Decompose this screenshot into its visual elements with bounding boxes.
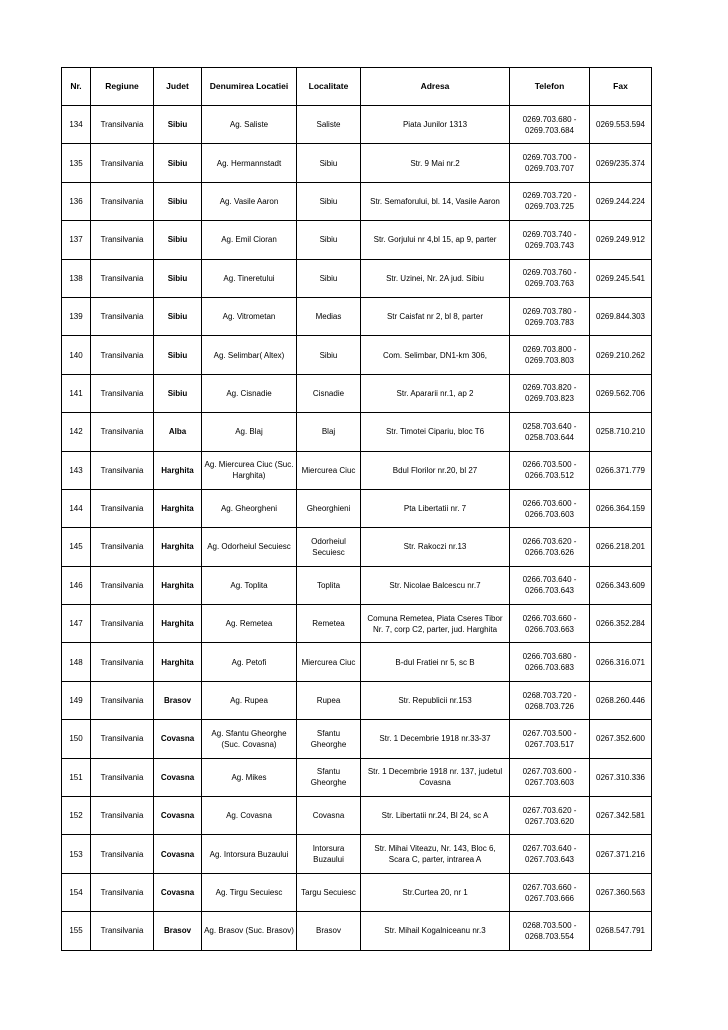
cell-localitate: Miercurea Ciuc [297,643,361,681]
table-row [62,720,652,758]
cell-adresa: Bdul Florilor nr.20, bl 27 [361,451,510,489]
cell-fax: 0266.343.609 [590,566,652,604]
cell-denumirea: Ag. Vasile Aaron [202,182,297,220]
cell-nr: 144 [62,489,91,527]
header-judet: Judet [154,68,202,106]
table-row [62,144,652,182]
cell-denumirea: Ag. Gheorgheni [202,489,297,527]
cell-localitate: Targu Secuiesc [297,873,361,911]
cell-regiune: Transilvania [91,259,154,297]
cell-nr: 138 [62,259,91,297]
cell-nr: 143 [62,451,91,489]
cell-fax: 0266.352.284 [590,605,652,643]
cell-adresa: Str. Libertatii nr.24, Bl 24, sc A [361,797,510,835]
cell-localitate: Sibiu [297,144,361,182]
cell-fax: 0269.844.303 [590,297,652,335]
cell-localitate: Odorheiul Secuiesc [297,528,361,566]
cell-regiune: Transilvania [91,605,154,643]
cell-nr: 141 [62,374,91,412]
cell-judet: Covasna [154,720,202,758]
locations-table [61,67,652,951]
cell-judet: Sibiu [154,221,202,259]
cell-localitate: Sibiu [297,259,361,297]
cell-adresa: Str. Republicii nr.153 [361,681,510,719]
cell-adresa: Str Caisfat nr 2, bl 8, parter [361,297,510,335]
cell-denumirea: Ag. Selimbar( Altex) [202,336,297,374]
cell-denumirea: Ag. Brasov (Suc. Brasov) [202,912,297,950]
cell-adresa: Com. Selimbar, DN1-km 306, [361,336,510,374]
cell-adresa: Str. Apararii nr.1, ap 2 [361,374,510,412]
cell-judet: Brasov [154,912,202,950]
cell-adresa: Str. Mihail Kogalniceanu nr.3 [361,912,510,950]
cell-denumirea: Ag. Tirgu Secuiesc [202,873,297,911]
cell-denumirea: Ag. Mikes [202,758,297,796]
cell-telefon: 0269.703.680 - 0269.703.684 [510,106,590,144]
cell-nr: 137 [62,221,91,259]
cell-regiune: Transilvania [91,720,154,758]
cell-fax: 0267.342.581 [590,797,652,835]
cell-telefon: 0268.703.720 - 0268.703.726 [510,681,590,719]
header-nr: Nr. [62,68,91,106]
table-row [62,413,652,451]
cell-telefon: 0266.703.620 - 0266.703.626 [510,528,590,566]
cell-adresa: Str. Rakoczi nr.13 [361,528,510,566]
cell-adresa: Str. 9 Mai nr.2 [361,144,510,182]
cell-telefon: 0266.703.640 - 0266.703.643 [510,566,590,604]
cell-telefon: 0269.703.760 - 0269.703.763 [510,259,590,297]
header-regiune: Regiune [91,68,154,106]
cell-nr: 142 [62,413,91,451]
cell-judet: Brasov [154,681,202,719]
cell-telefon: 0268.703.500 - 0268.703.554 [510,912,590,950]
cell-telefon: 0267.703.640 - 0267.703.643 [510,835,590,873]
cell-telefon: 0266.703.660 - 0266.703.663 [510,605,590,643]
cell-regiune: Transilvania [91,297,154,335]
table-row [62,106,652,144]
cell-fax: 0269.553.594 [590,106,652,144]
cell-fax: 0267.310.336 [590,758,652,796]
cell-adresa: Str.Curtea 20, nr 1 [361,873,510,911]
cell-denumirea: Ag. Rupea [202,681,297,719]
cell-telefon: 0269.703.820 - 0269.703.823 [510,374,590,412]
table-header-row [62,68,652,106]
cell-localitate: Brasov [297,912,361,950]
cell-judet: Sibiu [154,336,202,374]
cell-nr: 135 [62,144,91,182]
cell-fax: 0269.244.224 [590,182,652,220]
cell-denumirea: Ag. Cisnadie [202,374,297,412]
table-row [62,797,652,835]
cell-telefon: 0266.703.680 - 0266.703.683 [510,643,590,681]
cell-telefon: 0269.703.800 - 0269.703.803 [510,336,590,374]
cell-localitate: Gheorghieni [297,489,361,527]
cell-telefon: 0269.703.700 - 0269.703.707 [510,144,590,182]
cell-regiune: Transilvania [91,489,154,527]
cell-regiune: Transilvania [91,912,154,950]
cell-regiune: Transilvania [91,797,154,835]
header-localitate: Localitate [297,68,361,106]
table-row [62,528,652,566]
cell-fax: 0269.249.912 [590,221,652,259]
cell-judet: Sibiu [154,182,202,220]
cell-judet: Covasna [154,797,202,835]
cell-regiune: Transilvania [91,681,154,719]
cell-nr: 147 [62,605,91,643]
cell-fax: 0267.360.563 [590,873,652,911]
cell-judet: Harghita [154,605,202,643]
cell-localitate: Covasna [297,797,361,835]
cell-fax: 0269.562.706 [590,374,652,412]
table-row [62,221,652,259]
cell-telefon: 0258.703.640 - 0258.703.644 [510,413,590,451]
cell-judet: Sibiu [154,259,202,297]
cell-denumirea: Ag. Petofi [202,643,297,681]
cell-fax: 0266.371.779 [590,451,652,489]
cell-fax: 0268.260.446 [590,681,652,719]
cell-nr: 140 [62,336,91,374]
cell-adresa: Str. Timotei Cipariu, bloc T6 [361,413,510,451]
cell-nr: 145 [62,528,91,566]
cell-telefon: 0269.703.740 - 0269.703.743 [510,221,590,259]
cell-adresa: Str. Semaforului, bl. 14, Vasile Aaron [361,182,510,220]
cell-fax: 0268.547.791 [590,912,652,950]
header-adresa: Adresa [361,68,510,106]
cell-localitate: Intorsura Buzaului [297,835,361,873]
cell-denumirea: Ag. Intorsura Buzaului [202,835,297,873]
table-row [62,259,652,297]
header-denumirea-locatiei: Denumirea Locatiei [202,68,297,106]
cell-adresa: Str. 1 Decembrie 1918 nr.33-37 [361,720,510,758]
cell-fax: 0267.371.216 [590,835,652,873]
cell-fax: 0269.210.262 [590,336,652,374]
cell-regiune: Transilvania [91,221,154,259]
cell-fax: 0267.352.600 [590,720,652,758]
cell-localitate: Sibiu [297,336,361,374]
cell-regiune: Transilvania [91,643,154,681]
cell-judet: Covasna [154,873,202,911]
cell-denumirea: Ag. Covasna [202,797,297,835]
cell-regiune: Transilvania [91,566,154,604]
cell-judet: Harghita [154,451,202,489]
cell-adresa: Str. Gorjului nr 4,bl 15, ap 9, parter [361,221,510,259]
table-row [62,835,652,873]
cell-localitate: Sibiu [297,221,361,259]
cell-judet: Sibiu [154,144,202,182]
cell-regiune: Transilvania [91,413,154,451]
cell-nr: 148 [62,643,91,681]
table-row [62,912,652,950]
table-row [62,873,652,911]
cell-nr: 146 [62,566,91,604]
cell-localitate: Saliste [297,106,361,144]
table-row [62,489,652,527]
cell-nr: 139 [62,297,91,335]
cell-judet: Harghita [154,528,202,566]
cell-regiune: Transilvania [91,182,154,220]
table-row [62,681,652,719]
cell-telefon: 0269.703.780 - 0269.703.783 [510,297,590,335]
cell-nr: 136 [62,182,91,220]
cell-adresa: B-dul Fratiei nr 5, sc B [361,643,510,681]
cell-fax: 0266.218.201 [590,528,652,566]
cell-telefon: 0267.703.500 - 0267.703.517 [510,720,590,758]
cell-judet: Sibiu [154,106,202,144]
cell-denumirea: Ag. Emil Cioran [202,221,297,259]
cell-localitate: Remetea [297,605,361,643]
cell-adresa: Pta Libertatii nr. 7 [361,489,510,527]
cell-fax: 0266.364.159 [590,489,652,527]
cell-judet: Harghita [154,566,202,604]
cell-localitate: Rupea [297,681,361,719]
cell-adresa: Str. Mihai Viteazu, Nr. 143, Bloc 6, Scara C, parter, intrarea A [361,835,510,873]
cell-adresa: Str. 1 Decembrie 1918 nr. 137, judetul Covasna [361,758,510,796]
table-row [62,758,652,796]
cell-nr: 152 [62,797,91,835]
cell-localitate: Cisnadie [297,374,361,412]
cell-fax: 0258.710.210 [590,413,652,451]
cell-nr: 134 [62,106,91,144]
cell-denumirea: Ag. Saliste [202,106,297,144]
cell-judet: Sibiu [154,374,202,412]
table-row [62,605,652,643]
cell-judet: Harghita [154,643,202,681]
cell-localitate: Medias [297,297,361,335]
cell-denumirea: Ag. Odorheiul Secuiesc [202,528,297,566]
cell-telefon: 0267.703.660 - 0267.703.666 [510,873,590,911]
cell-nr: 149 [62,681,91,719]
cell-judet: Covasna [154,835,202,873]
cell-regiune: Transilvania [91,106,154,144]
table-row [62,451,652,489]
table-row [62,643,652,681]
cell-localitate: Miercurea Ciuc [297,451,361,489]
cell-localitate: Blaj [297,413,361,451]
cell-nr: 155 [62,912,91,950]
cell-judet: Alba [154,413,202,451]
cell-judet: Harghita [154,489,202,527]
header-fax: Fax [590,68,652,106]
cell-telefon: 0266.703.600 - 0266.703.603 [510,489,590,527]
cell-regiune: Transilvania [91,374,154,412]
cell-regiune: Transilvania [91,144,154,182]
cell-adresa: Str. Uzinei, Nr. 2A jud. Sibiu [361,259,510,297]
cell-telefon: 0267.703.600 - 0267.703.603 [510,758,590,796]
cell-denumirea: Ag. Hermannstadt [202,144,297,182]
cell-localitate: Sfantu Gheorghe [297,720,361,758]
cell-fax: 0269.245.541 [590,259,652,297]
table-row [62,374,652,412]
table-row [62,336,652,374]
cell-nr: 150 [62,720,91,758]
cell-telefon: 0266.703.500 - 0266.703.512 [510,451,590,489]
table-row [62,297,652,335]
cell-regiune: Transilvania [91,528,154,566]
cell-telefon: 0267.703.620 - 0267.703.620 [510,797,590,835]
cell-localitate: Sibiu [297,182,361,220]
cell-regiune: Transilvania [91,336,154,374]
cell-nr: 153 [62,835,91,873]
cell-telefon: 0269.703.720 - 0269.703.725 [510,182,590,220]
cell-denumirea: Ag. Blaj [202,413,297,451]
cell-denumirea: Ag. Toplita [202,566,297,604]
cell-adresa: Piata Junilor 1313 [361,106,510,144]
cell-fax: 0269/235.374 [590,144,652,182]
cell-nr: 151 [62,758,91,796]
cell-fax: 0266.316.071 [590,643,652,681]
cell-regiune: Transilvania [91,758,154,796]
cell-regiune: Transilvania [91,451,154,489]
cell-localitate: Toplita [297,566,361,604]
table-row [62,182,652,220]
cell-regiune: Transilvania [91,873,154,911]
cell-denumirea: Ag. Remetea [202,605,297,643]
cell-judet: Sibiu [154,297,202,335]
cell-denumirea: Ag. Sfantu Gheorghe (Suc. Covasna) [202,720,297,758]
cell-denumirea: Ag. Tineretului [202,259,297,297]
cell-localitate: Sfantu Gheorghe [297,758,361,796]
cell-judet: Covasna [154,758,202,796]
cell-denumirea: Ag. Vitrometan [202,297,297,335]
cell-nr: 154 [62,873,91,911]
cell-adresa: Comuna Remetea, Piata Cseres Tibor Nr. 7, corp C2, parter, jud. Harghita [361,605,510,643]
cell-adresa: Str. Nicolae Balcescu nr.7 [361,566,510,604]
header-telefon: Telefon [510,68,590,106]
cell-regiune: Transilvania [91,835,154,873]
table-row [62,566,652,604]
cell-denumirea: Ag. Miercurea Ciuc (Suc. Harghita) [202,451,297,489]
